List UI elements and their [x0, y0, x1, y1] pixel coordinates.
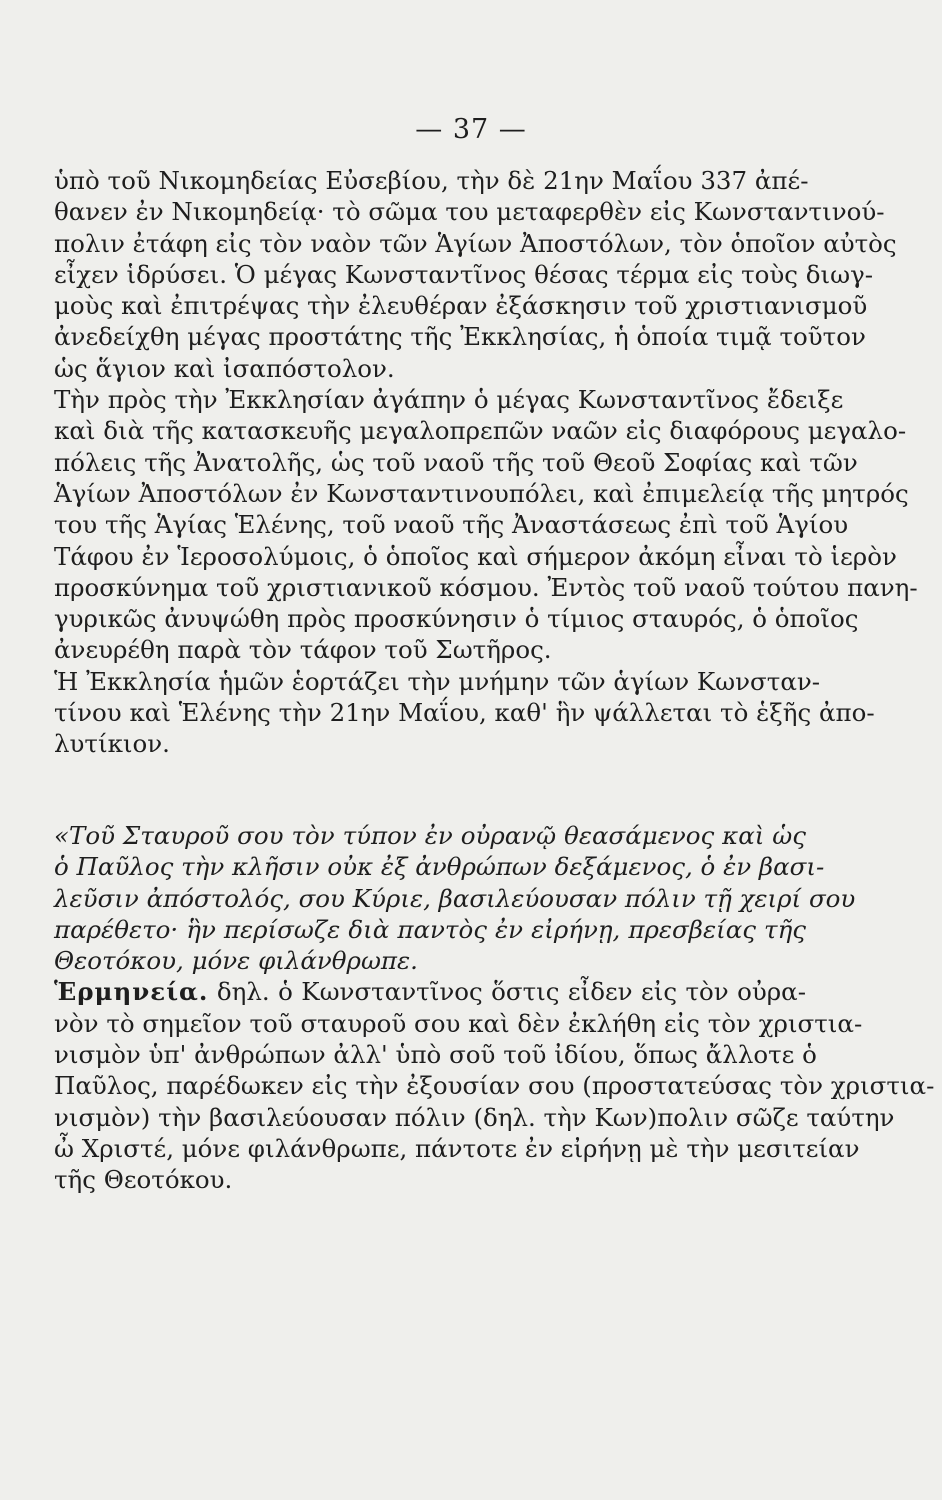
text-line: Τάφου ἐν Ἱεροσολύμοις, ὁ ὁποῖος καὶ σήμερον ἀκόμη εἶναι τὸ ἱερὸν: [54, 541, 897, 571]
text-line: πόλεις τῆς Ἀνατολῆς, ὡς τοῦ ναοῦ τῆς τοῦ Θεοῦ Σοφίας καὶ τῶν: [54, 447, 858, 477]
apolytikion-line: Θεοτόκου, μόνε φιλάνθρωπε.: [54, 946, 418, 976]
text-line: λυτίκιον.: [54, 729, 170, 759]
text-line: πολιν ἐτάφη εἰς τὸν ναὸν τῶν Ἁγίων Ἀποστόλων, τὸν ὁποῖον αὐτὸς: [54, 228, 897, 258]
interpretation-heading: Ἑρμηνεία.: [54, 977, 209, 1007]
text-line: τίνου καὶ Ἑλένης τὴν 21ην Μαΐου, καθ' ἣν ψάλλεται τὸ ἑξῆς ἀπο-: [54, 698, 875, 728]
apolytikion-line: παρέθετο· ἣν περίσωζε διὰ παντὸς ἐν εἰρήνῃ, πρεσβείας τῆς: [54, 914, 806, 944]
interpretation-line-text: δηλ. ὁ Κωνσταντῖνος ὅστις εἶδεν εἰς τὸν οὐρα-: [216, 977, 806, 1007]
interpretation-line: νὸν τὸ σημεῖον τοῦ σταυροῦ σου καὶ δὲν ἐκλήθη εἰς τὸν χριστια-: [54, 1008, 863, 1038]
text-line: προσκύνημα τοῦ χριστιανικοῦ κόσμου. Ἐντὸς τοῦ ναοῦ τούτου πανη-: [54, 572, 918, 602]
apolytikion-line: ὁ Παῦλος τὴν κλῆσιν οὐκ ἐξ ἀνθρώπων δεξάμενος, ὁ ἐν βασι-: [54, 852, 825, 882]
text-line: Ἡ Ἐκκλησία ἡμῶν ἑορτάζει τὴν μνήμην τῶν ἁγίων Κωνσταν-: [54, 666, 821, 696]
apolytikion-and-interpretation: [54, 820, 935, 1196]
page-number: — 37 —: [415, 114, 527, 145]
text-line: Τὴν πρὸς τὴν Ἐκκλησίαν ἀγάπην ὁ μέγας Κωνσταντῖνος ἔδειξε: [54, 385, 844, 415]
text-line: ἀνευρέθη παρὰ τὸν τάφον τοῦ Σωτῆρος.: [54, 635, 552, 665]
text-line: ἀνεδείχθη μέγας προστάτης τῆς Ἐκκλησίας, ἡ ὁποία τιμᾷ τοῦτον: [54, 322, 866, 352]
text-line: θανεν ἐν Νικομηδείᾳ· τὸ σῶμα του μεταφερθὲν εἰς Κωνσταντινού-: [54, 197, 885, 227]
text-line: γυρικῶς ἀνυψώθη πρὸς προσκύνησιν ὁ τίμιος σταυρός, ὁ ὁποῖος: [54, 604, 859, 634]
text-line: εἶχεν ἱδρύσει. Ὁ μέγας Κωνσταντῖνος θέσας τέρμα εἰς τοὺς διωγ-: [54, 259, 874, 289]
text-line: καὶ διὰ τῆς κατασκευῆς μεγαλοπρεπῶν ναῶν εἰς διαφόρους μεγαλο-: [54, 416, 907, 446]
interpretation-line: Παῦλος, παρέδωκεν εἰς τὴν ἐξουσίαν σου (προστατεύσας τὸν χριστια-: [54, 1071, 935, 1101]
interpretation-line: ὦ Χριστέ, μόνε φιλάνθρωπε, πάντοτε ἐν εἰρήνῃ μὲ τὴν μεσιτείαν: [54, 1133, 860, 1163]
interpretation-first-line: [54, 976, 806, 1007]
interpretation-line: νισμὸν) τὴν βασιλεύουσαν πόλιν (δηλ. τὴν Κων)πολιν σῶζε ταύτην: [54, 1102, 895, 1132]
text-line: ὡς ἅγιον καὶ ἰσαπόστολον.: [54, 353, 395, 383]
interpretation-line: νισμὸν ὑπ' ἀνθρώπων ἀλλ' ὑπὸ σοῦ τοῦ ἰδίου, ὅπως ἄλλοτε ὁ: [54, 1040, 817, 1070]
apolytikion-line: «Τοῦ Σταυροῦ σου τὸν τύπον ἐν οὐρανῷ θεασάμενος καὶ ὡς: [54, 821, 806, 850]
text-line: Ἁγίων Ἀποστόλων ἐν Κωνσταντινουπόλει, καὶ ἐπιμελείᾳ τῆς μητρός: [54, 478, 909, 508]
main-text: [54, 165, 918, 760]
text-line: του τῆς Ἁγίας Ἑλένης, τοῦ ναοῦ τῆς Ἀναστάσεως ἐπὶ τοῦ Ἁγίου: [54, 510, 849, 540]
apolytikion-line: λεῦσιν ἀπόστολός, σου Κύριε, βασιλεύουσαν πόλιν τῇ χειρί σου: [54, 883, 856, 913]
interpretation-line: τῆς Θεοτόκου.: [54, 1165, 233, 1195]
text-line: μοὺς καὶ ἐπιτρέψας τὴν ἐλευθέραν ἐξάσκησιν τοῦ χριστιανισμοῦ: [54, 291, 868, 321]
text-line: ὑπὸ τοῦ Νικομηδείας Εὐσεβίου, τὴν δὲ 21ην Μαΐου 337 ἀπέ-: [54, 166, 809, 195]
